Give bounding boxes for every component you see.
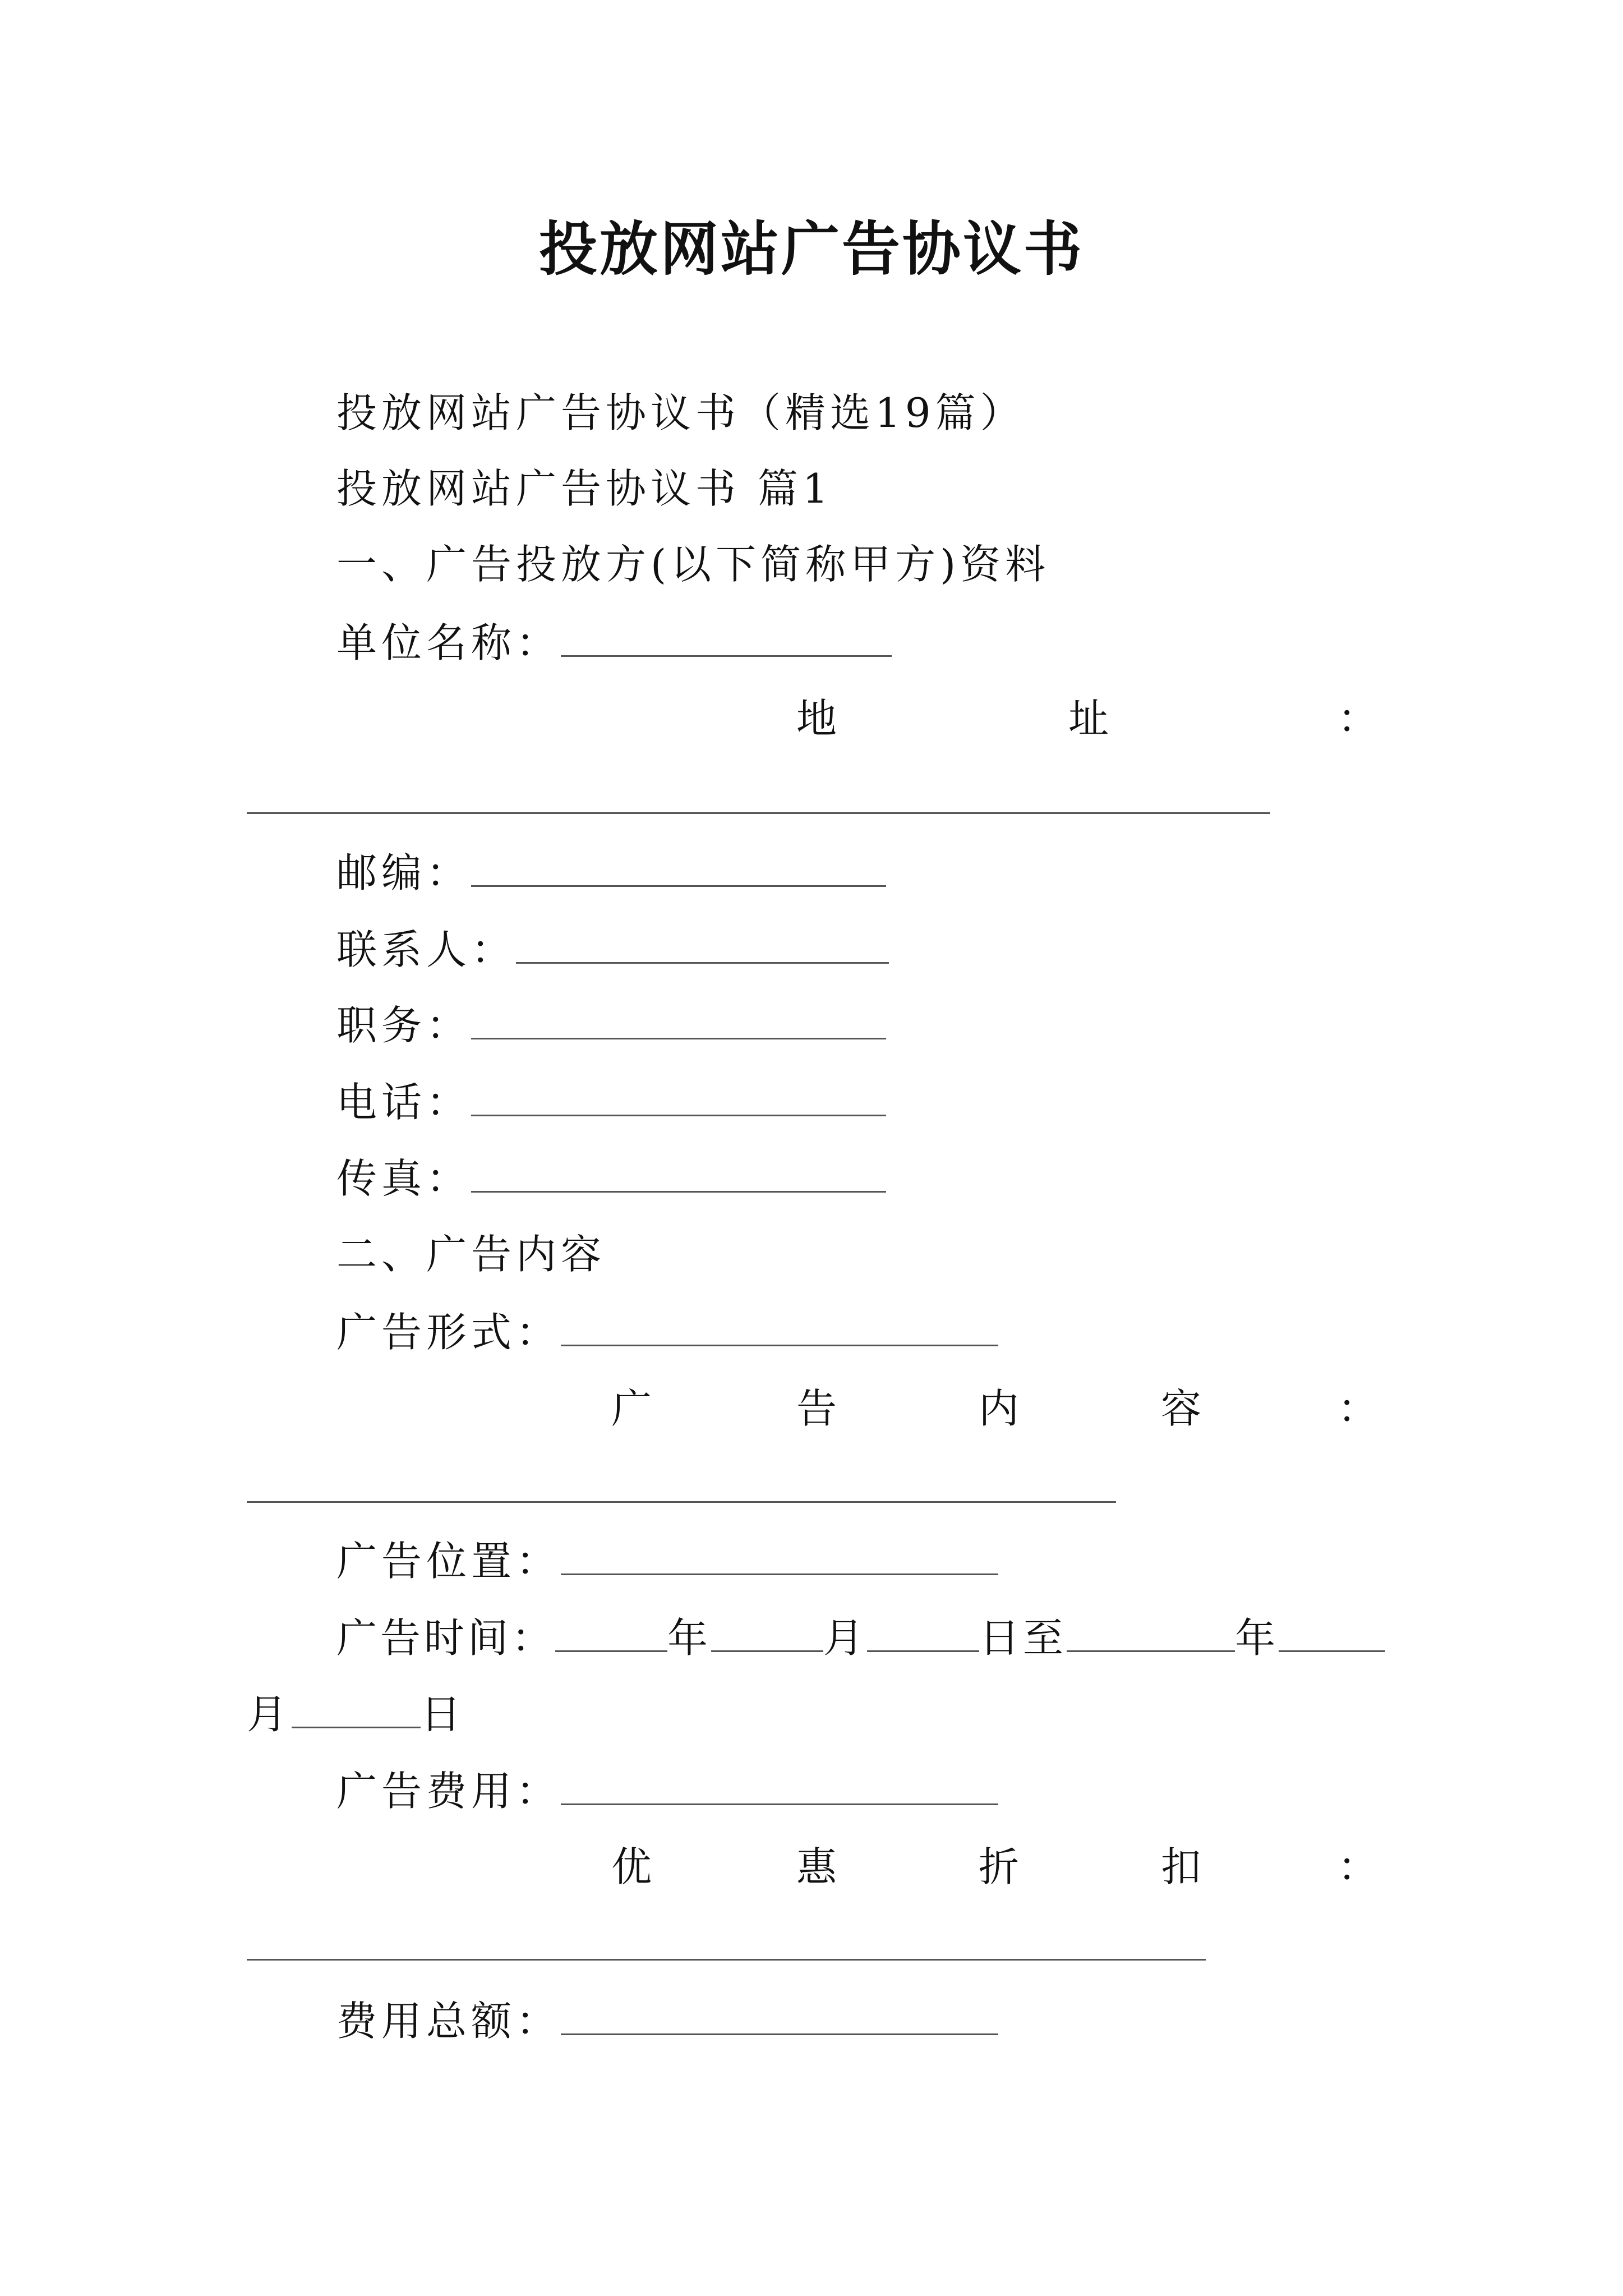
ad-form-row [336,1309,998,1356]
end-day-blank [292,1693,421,1728]
fax-blank [471,1157,886,1193]
phone-label: 电话： [336,1079,472,1126]
end-month-blank-a [1279,1617,1385,1652]
ad-fee-row [336,1768,998,1815]
ad-fee-blank [561,1770,998,1805]
ad-location-blank [561,1540,998,1575]
ad-time-row-cont [247,1691,466,1738]
position-row [336,1002,886,1049]
ad-location-label: 广告位置： [336,1538,561,1585]
contact-blank [516,928,889,964]
content-char-2: 告 [796,1385,837,1432]
total-fee-label: 费用总额： [336,1998,561,2045]
discount-blank [247,1959,1206,1961]
ad-time-row [336,1614,1385,1662]
ad-location-row [336,1538,998,1585]
ad-fee-label: 广告费用： [336,1768,561,1815]
fax-label: 传真： [336,1155,472,1202]
discount-char-1: 优 [611,1843,652,1890]
unit-name-label: 单位名称： [336,619,561,666]
start-year-unit: 年 [667,1614,712,1662]
fax-row [336,1155,886,1202]
unit-name-blank [561,622,892,657]
content-blank [247,1501,1116,1503]
discount-char-3: 折 [979,1843,1020,1890]
content-char-3: 内 [979,1385,1020,1432]
contact-label: 联系人： [336,926,517,973]
address-colon: ： [1338,695,1378,742]
document-title: 投放网站广告协议书 [538,214,1084,283]
phone-blank [471,1081,886,1116]
postcode-blank [471,852,886,887]
end-year-unit: 年 [1235,1614,1279,1662]
phone-row [336,1079,886,1126]
ad-time-label: 广告时间： [336,1614,556,1662]
ad-form-blank [561,1311,998,1346]
end-day-unit: 日 [421,1691,466,1738]
ad-form-label: 广告形式： [336,1309,561,1356]
section-heading: 投放网站广告协议书 篇1 [336,465,833,512]
content-char-1: 广 [611,1385,652,1432]
total-fee-blank [561,2000,998,2035]
address-char-2: 址 [1068,695,1109,742]
end-month-unit: 月 [247,1691,292,1738]
start-month-blank [711,1617,823,1652]
end-year-blank [1067,1617,1235,1652]
address-char-1: 地 [796,695,837,742]
part1-heading: 一、广告投放方(以下简称甲方)资料 [336,541,1050,588]
subtitle: 投放网站广告协议书（精选19篇） [336,389,1025,436]
content-colon: ： [1338,1385,1378,1432]
postcode-label: 邮编： [336,849,472,896]
content-char-4: 容 [1161,1385,1202,1432]
position-blank [471,1004,886,1039]
postcode-row [336,849,886,896]
total-fee-row [336,1998,998,2045]
start-day-blank [867,1617,979,1652]
discount-colon: ： [1338,1843,1378,1890]
start-day-to: 日至 [979,1614,1067,1662]
address-blank [247,812,1270,814]
contact-row [336,926,889,973]
part2-heading: 二、广告内容 [336,1231,606,1278]
unit-name-row [336,619,892,666]
discount-char-4: 扣 [1161,1843,1202,1890]
position-label: 职务： [336,1002,472,1049]
start-month-unit: 月 [823,1614,868,1662]
discount-char-2: 惠 [796,1843,837,1890]
start-year-blank [555,1617,667,1652]
